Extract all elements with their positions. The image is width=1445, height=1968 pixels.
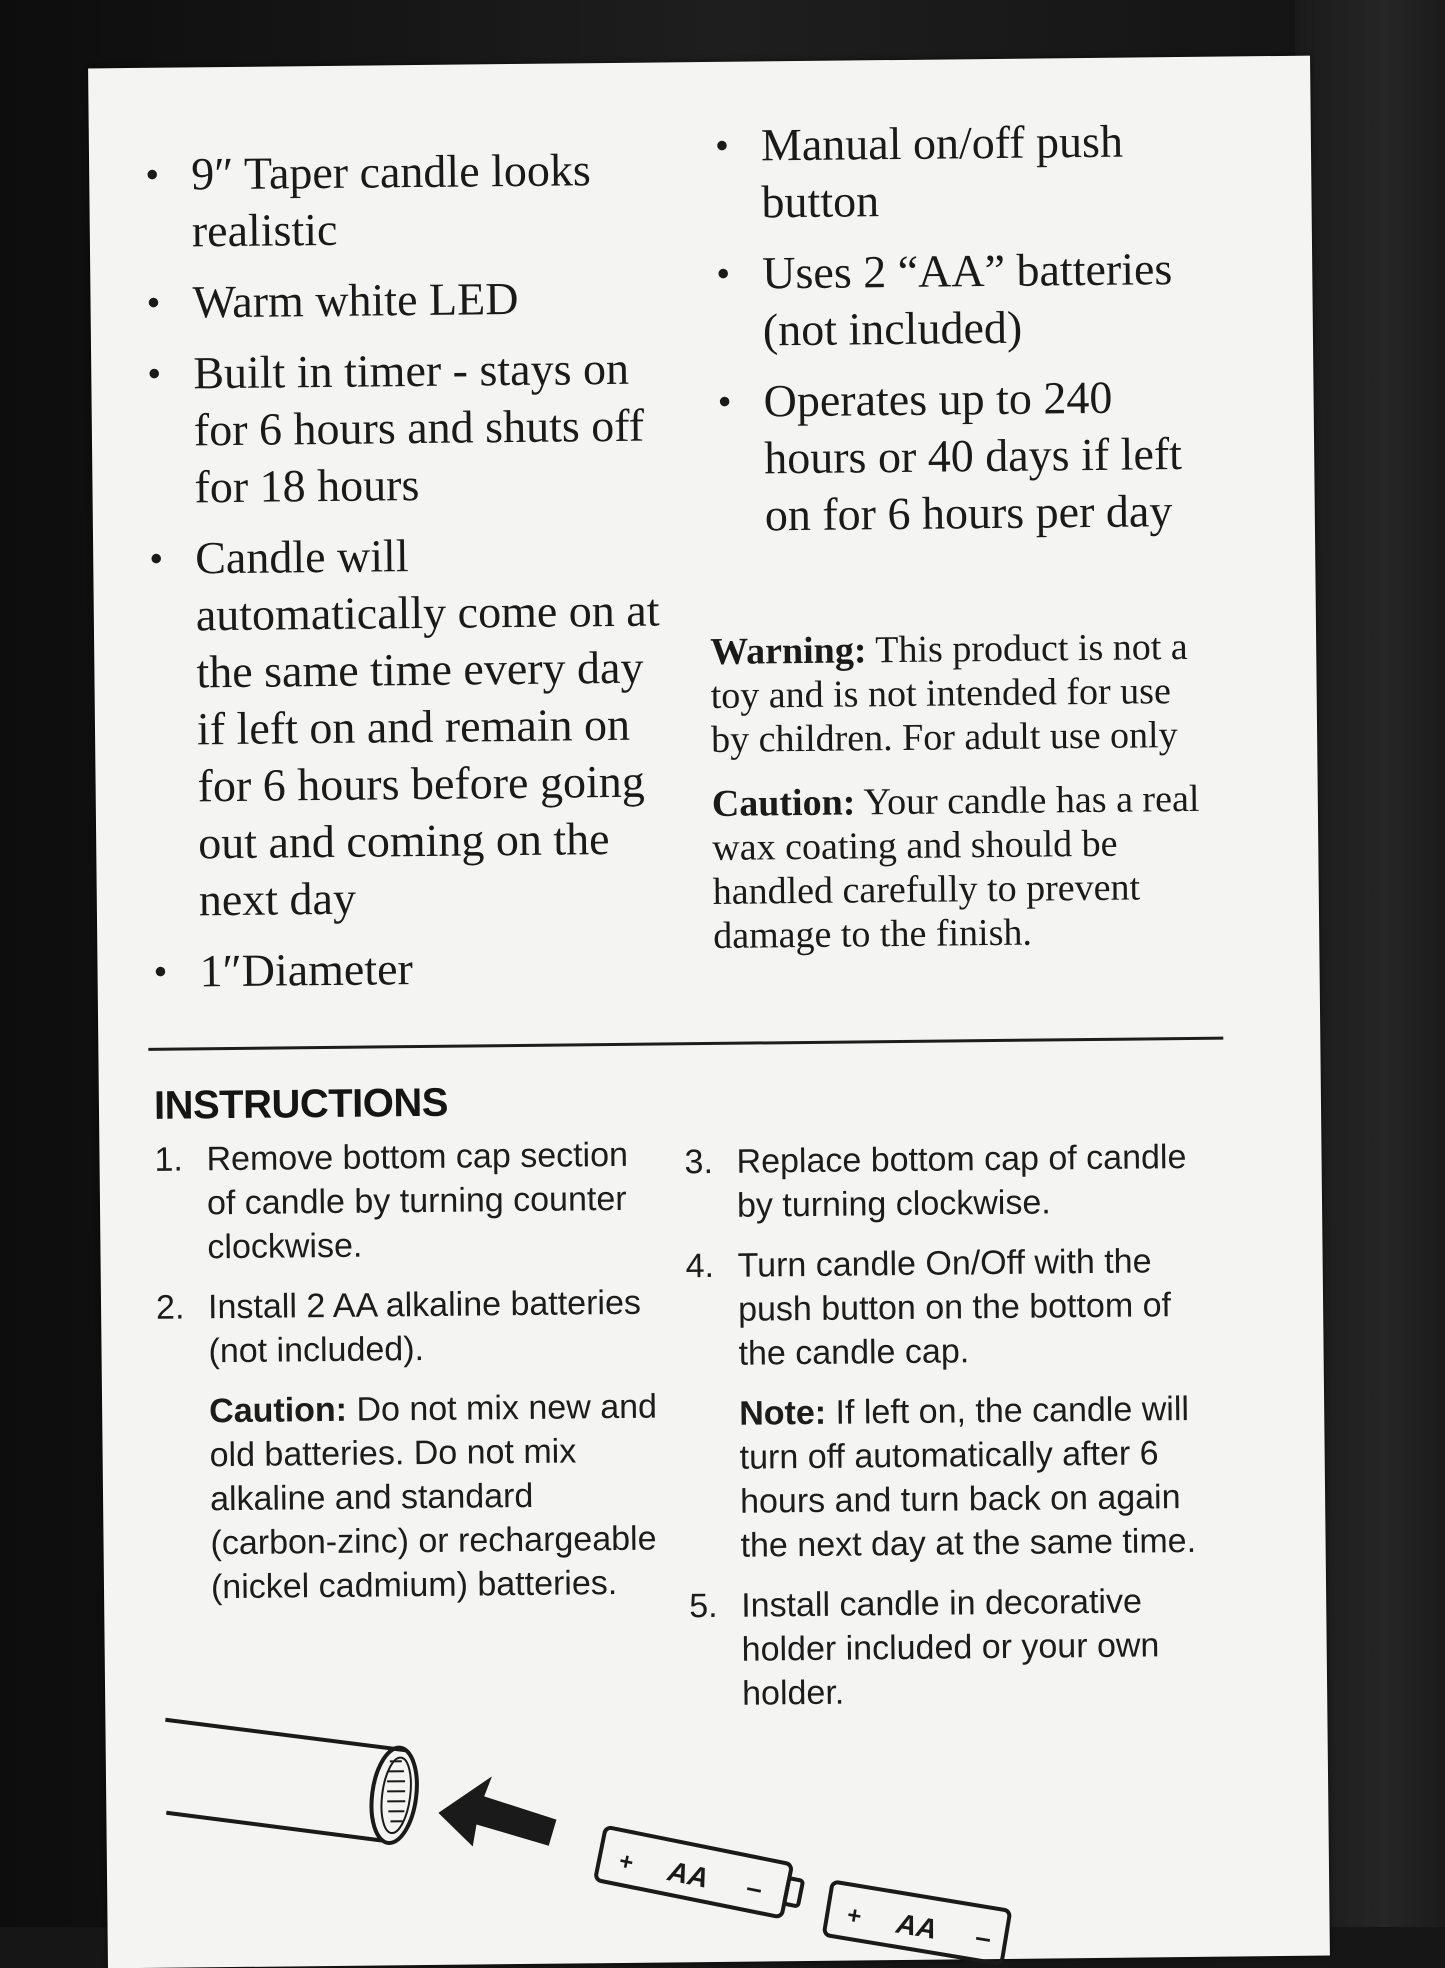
feature-runtime: • Operates up to 240 hours or 40 days if left on for 6 hours per day bbox=[711, 368, 1213, 544]
features-right-list bbox=[709, 112, 1213, 544]
battery-install-illustration bbox=[144, 1616, 1248, 1968]
step-3 bbox=[684, 1135, 1215, 1229]
instructions-title: INSTRUCTIONS bbox=[153, 1080, 449, 1128]
battery-plus: + bbox=[616, 1847, 636, 1877]
step-number: 5. bbox=[689, 1586, 718, 1626]
step-number: 4. bbox=[685, 1246, 715, 1286]
warning-label: Warning: bbox=[710, 629, 867, 673]
feature-diameter: • 1″Diameter bbox=[147, 937, 668, 999]
step-text: Install 2 AA alkaline batteries (not included). bbox=[207, 1283, 642, 1371]
caution-text: Your candle has a real wax coating and should be handled carefully to prevent damage to the finish. bbox=[712, 777, 1200, 957]
step-text: Turn candle On/Off with the push button on the bottom of the candle cap. bbox=[737, 1242, 1172, 1373]
step-number: 1. bbox=[154, 1140, 184, 1179]
step-number: 3. bbox=[684, 1142, 714, 1182]
warning-paragraph bbox=[710, 625, 1211, 762]
divider-line bbox=[148, 1037, 1223, 1051]
step-1 bbox=[154, 1133, 655, 1270]
battery-minus: – bbox=[743, 1871, 766, 1905]
warnings-block bbox=[710, 625, 1214, 978]
warning-text: This product is not a toy and is not intended for use by children. For adult use only bbox=[710, 625, 1188, 761]
arrow-icon bbox=[438, 1776, 557, 1847]
note-text: If left on, the candle will turn off automatically after 6 hours and turn back on again the next day at the same time. bbox=[739, 1389, 1197, 1565]
battery-label: AA bbox=[894, 1907, 940, 1945]
step-number: 2. bbox=[155, 1288, 185, 1327]
battery-icon bbox=[824, 1881, 1010, 1964]
note bbox=[687, 1387, 1219, 1569]
feature-push-button: • Manual on/off push button bbox=[709, 112, 1210, 231]
features-right-column bbox=[709, 112, 1214, 558]
battery-label: AA bbox=[665, 1855, 712, 1894]
battery-caution bbox=[157, 1385, 659, 1610]
feature-auto-on: • Candle will automatically come on at the same time every day if left on and remain on for 6 hours before going out and coming on the next day bbox=[143, 524, 667, 928]
instruction-card bbox=[88, 56, 1330, 1968]
feature-timer: • Built in timer - stays on for 6 hours and shuts off for 18 hours bbox=[141, 339, 663, 515]
step-text: Install candle in decorative holder included or your own holder. bbox=[741, 1582, 1160, 1713]
battery-icon bbox=[595, 1827, 806, 1920]
note-label: Note: bbox=[739, 1393, 827, 1433]
step-text: Replace bottom cap of candle by turning clockwise. bbox=[736, 1138, 1187, 1225]
battery-caution-text: Do not mix new and old batteries. Do not mix alkaline and standard (carbon-zinc) or rechargeable (nickel cadmium) batteries. bbox=[209, 1387, 658, 1607]
step-4 bbox=[685, 1239, 1216, 1377]
feature-led: • Warm white LED bbox=[140, 268, 661, 330]
instructions-left-column bbox=[154, 1133, 659, 1626]
feature-taper: • 9″ Taper candle looks realistic bbox=[139, 140, 660, 259]
battery-caution-label: Caution: bbox=[208, 1390, 348, 1431]
step-2 bbox=[156, 1281, 657, 1374]
candle-illustration bbox=[165, 1717, 423, 1848]
features-left-column bbox=[139, 140, 668, 1013]
caution-label: Caution: bbox=[711, 781, 856, 825]
battery-plus: + bbox=[845, 1901, 864, 1931]
step-text: Remove bottom cap section of candle by turning counter clockwise. bbox=[206, 1135, 629, 1267]
features-left-list bbox=[139, 140, 668, 999]
caution-paragraph bbox=[712, 777, 1214, 958]
battery-minus: – bbox=[973, 1920, 994, 1954]
feature-batteries: • Uses 2 “AA” batteries (not included) bbox=[710, 240, 1211, 359]
